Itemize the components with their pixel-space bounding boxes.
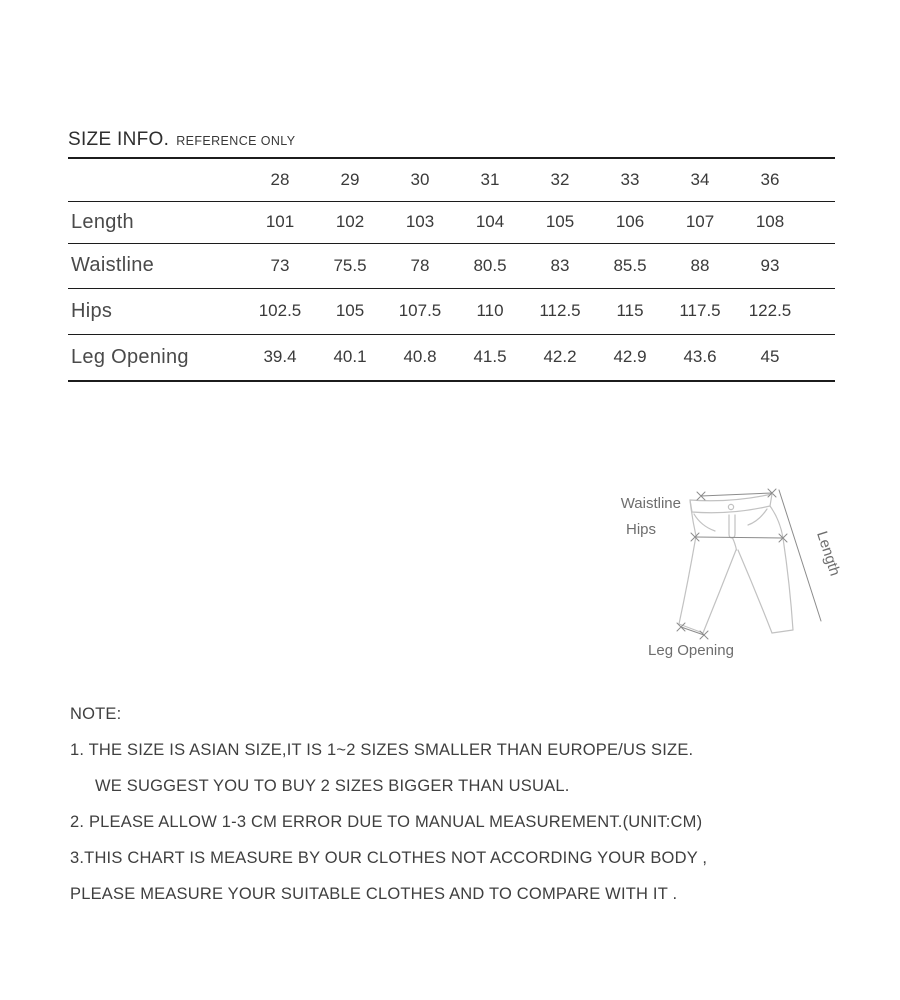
size-info-header xyxy=(68,129,295,151)
table-row xyxy=(68,243,835,288)
measure-cell: 105 xyxy=(335,301,365,320)
note-line-2: 2. PLEASE ALLOW 1-3 CM ERROR DUE TO MANUAL MEASUREMENT.(UNIT:CM) xyxy=(70,813,703,831)
size-column-header: 33 xyxy=(620,169,640,189)
measure-cell: 102.5 xyxy=(258,301,302,320)
table-row xyxy=(68,288,835,334)
measure-cell: 112.5 xyxy=(539,301,581,320)
measure-cell: 85.5 xyxy=(613,255,647,275)
measure-cell: 42.9 xyxy=(613,347,647,367)
spacer-cell xyxy=(805,243,835,288)
waistline-label: Waistline xyxy=(620,495,681,512)
measure-cell: 88 xyxy=(690,255,710,275)
row-label: Hips xyxy=(71,299,113,322)
size-column-header: 30 xyxy=(410,169,430,189)
measure-cell: 108 xyxy=(755,212,785,231)
measure-cell: 43.6 xyxy=(683,347,717,367)
corner-cell xyxy=(68,158,245,201)
measure-cell: 103 xyxy=(405,212,435,231)
row-label: Length xyxy=(71,210,134,233)
length-label: Length xyxy=(813,529,844,579)
notes-section xyxy=(70,696,860,912)
spacer-cell xyxy=(805,288,835,334)
spacer-cell xyxy=(805,158,835,201)
hips-measure-line xyxy=(695,537,783,538)
measure-cell: 106 xyxy=(615,212,645,231)
measure-cell: 41.5 xyxy=(473,347,507,367)
measure-cell: 117.5 xyxy=(679,301,721,320)
measure-cell: 115 xyxy=(616,301,644,320)
note-line-1b: WE SUGGEST YOU TO BUY 2 SIZES BIGGER THAN USUAL. xyxy=(95,777,570,795)
measure-cell: 73 xyxy=(270,255,290,275)
size-column-header: 31 xyxy=(480,169,500,189)
pants-measurement-diagram xyxy=(588,470,860,670)
spacer-cell xyxy=(805,201,835,243)
measure-cell: 42.2 xyxy=(543,347,577,367)
size-column-header: 32 xyxy=(550,169,570,189)
measure-cell: 102 xyxy=(335,212,365,231)
size-column-header: 34 xyxy=(690,169,710,189)
measure-cell: 101 xyxy=(265,212,295,231)
row-label: Waistline xyxy=(71,254,155,276)
measure-cell: 105 xyxy=(545,212,575,231)
measure-cell: 107 xyxy=(685,212,715,231)
leg-opening-label: Leg Opening xyxy=(648,642,734,659)
size-table xyxy=(68,157,835,382)
row-label: Leg Opening xyxy=(71,345,189,368)
note-line-1: 1. THE SIZE IS ASIAN SIZE,IT IS 1~2 SIZES SMALLER THAN EUROPE/US SIZE. xyxy=(70,741,694,759)
measure-cell: 122.5 xyxy=(748,301,792,320)
measure-cell: 40.8 xyxy=(403,347,437,367)
notes-heading: NOTE: xyxy=(70,705,122,723)
pants-outline-icon xyxy=(679,494,793,633)
measure-cell: 75.5 xyxy=(333,255,367,275)
hips-label: Hips xyxy=(625,521,656,538)
size-column-header: 29 xyxy=(340,169,360,189)
measure-cell: 45 xyxy=(760,347,780,367)
page-title: SIZE INFO. xyxy=(68,129,170,150)
measure-cell: 83 xyxy=(550,255,570,275)
measure-cell: 40.1 xyxy=(333,347,367,367)
table-header-row xyxy=(68,158,835,201)
page-subtitle: REFERENCE ONLY xyxy=(176,134,296,148)
measure-cell: 107.5 xyxy=(398,301,442,320)
note-line-3: 3.THIS CHART IS MEASURE BY OUR CLOTHES NOT ACCORDING YOUR BODY , xyxy=(70,849,708,867)
table-row xyxy=(68,334,835,381)
size-column-header: 28 xyxy=(270,169,290,189)
size-column-header: 36 xyxy=(760,169,780,189)
measurement-lines xyxy=(677,489,821,639)
measure-cell: 78 xyxy=(410,255,430,275)
measure-cell: 39.4 xyxy=(263,347,297,367)
spacer-cell xyxy=(805,334,835,381)
measure-cell: 93 xyxy=(760,255,780,275)
measure-cell: 80.5 xyxy=(473,255,507,275)
note-line-3b: PLEASE MEASURE YOUR SUITABLE CLOTHES AND TO COMPARE WITH IT . xyxy=(70,885,678,903)
measure-cell: 104 xyxy=(475,212,505,231)
table-row xyxy=(68,201,835,243)
measure-cell: 110 xyxy=(476,301,504,320)
